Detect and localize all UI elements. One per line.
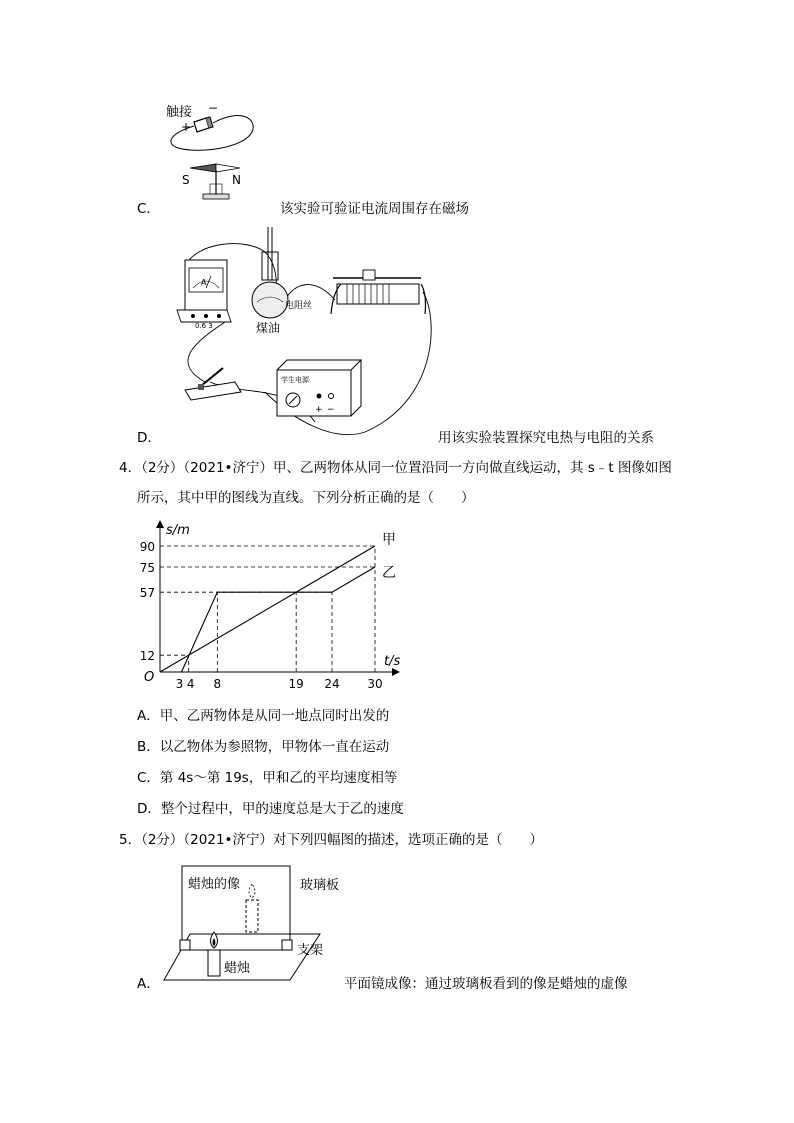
x-tick-label-4: 4	[186, 677, 195, 691]
question-4-option-b[interactable]: B．以乙物体为参照物，甲物体一直在运动	[137, 739, 390, 755]
joule-heating-circuit-figure	[165, 222, 440, 437]
touch-label: 触接	[166, 105, 193, 120]
candle-image-label: 蜡烛的像	[188, 877, 241, 892]
flask-icon	[252, 227, 288, 318]
x-tick-label-30: 30	[367, 677, 383, 691]
candle-icon	[208, 932, 220, 976]
question-4-option-a[interactable]: A．甲、乙两物体是从同一地点同时出发的	[137, 708, 390, 724]
question-4-option-c[interactable]: C．第 4s～第 19s，甲和乙的平均速度相等	[137, 770, 398, 786]
x-axis-arrow	[392, 668, 400, 676]
power-supply-label: 学生电源	[281, 376, 309, 384]
y-tick-label-90: 90	[139, 540, 155, 554]
series-label-1: 乙	[382, 565, 396, 581]
series-label-0: 甲	[382, 532, 396, 548]
ammeter-scale-label: 0.6 3	[195, 322, 213, 330]
option-c-description: 该实验可验证电流周围存在磁场	[280, 201, 469, 217]
series-lines	[160, 546, 375, 672]
candle-label: 蜡烛	[224, 961, 251, 976]
question-4-stem-line1: 4．（2分）（2021•济宁）甲、乙两物体从同一位置沿同一方向做直线运动，其 s﹣t 图像如图	[119, 460, 672, 476]
x-tick-label-19: 19	[288, 677, 304, 691]
y-axis-arrow	[156, 520, 164, 528]
option-c-letter: C．	[137, 201, 160, 217]
series-line-1	[182, 567, 376, 672]
compass-experiment-figure	[160, 98, 270, 208]
battery-icon	[194, 117, 213, 132]
supply-minus-label: −	[327, 405, 335, 415]
right-stand	[282, 940, 292, 950]
north-pole-label: N	[232, 173, 241, 187]
left-stand	[180, 940, 190, 950]
x-tick-label-8: 8	[213, 677, 222, 691]
y-axis-label: s/m	[166, 523, 190, 538]
question-4-stem-line2: 所示，其中甲的图线为直线。下列分析正确的是（ ）	[137, 490, 475, 506]
kerosene-label: 煤油	[256, 321, 281, 335]
origin-label: O	[144, 670, 155, 685]
battery-minus-label: −	[208, 101, 219, 115]
question-5-stem: 5．（2分）（2021•济宁）对下列四幅图的描述，选项正确的是（ ）	[119, 832, 543, 848]
option-a-letter: A．	[137, 976, 160, 992]
option-d-description: 用该实验装置探究电热与电阻的关系	[438, 430, 654, 446]
glass-plate-label: 玻璃板	[300, 878, 340, 893]
south-pole-label: S	[182, 173, 190, 187]
y-tick-label-75: 75	[139, 561, 155, 575]
ammeter-symbol: A	[201, 278, 207, 287]
option-d-letter: D．	[137, 430, 161, 446]
question-4-option-d[interactable]: D．整个过程中，甲的速度总是大于乙的速度	[137, 801, 404, 817]
supply-plus-label: +	[315, 405, 323, 415]
x-tick-label-24: 24	[324, 677, 340, 691]
virtual-candle-icon	[246, 884, 258, 932]
ammeter-icon	[177, 260, 231, 322]
series-line-0	[160, 546, 375, 672]
resistance-wire-label: 电阻丝	[285, 301, 313, 311]
option-a-description: 平面镜成像：通过玻璃板看到的像是蜡烛的虚像	[344, 976, 628, 992]
x-tick-label-3: 3	[175, 677, 184, 691]
st-graph	[130, 520, 420, 695]
battery-plus-label: +	[181, 120, 192, 134]
stand-label: 支架	[297, 943, 324, 958]
rheostat-icon	[331, 270, 426, 314]
y-tick-label-57: 57	[139, 586, 155, 601]
x-axis-label: t/s	[384, 654, 401, 669]
y-tick-label-12: 12	[139, 649, 155, 664]
